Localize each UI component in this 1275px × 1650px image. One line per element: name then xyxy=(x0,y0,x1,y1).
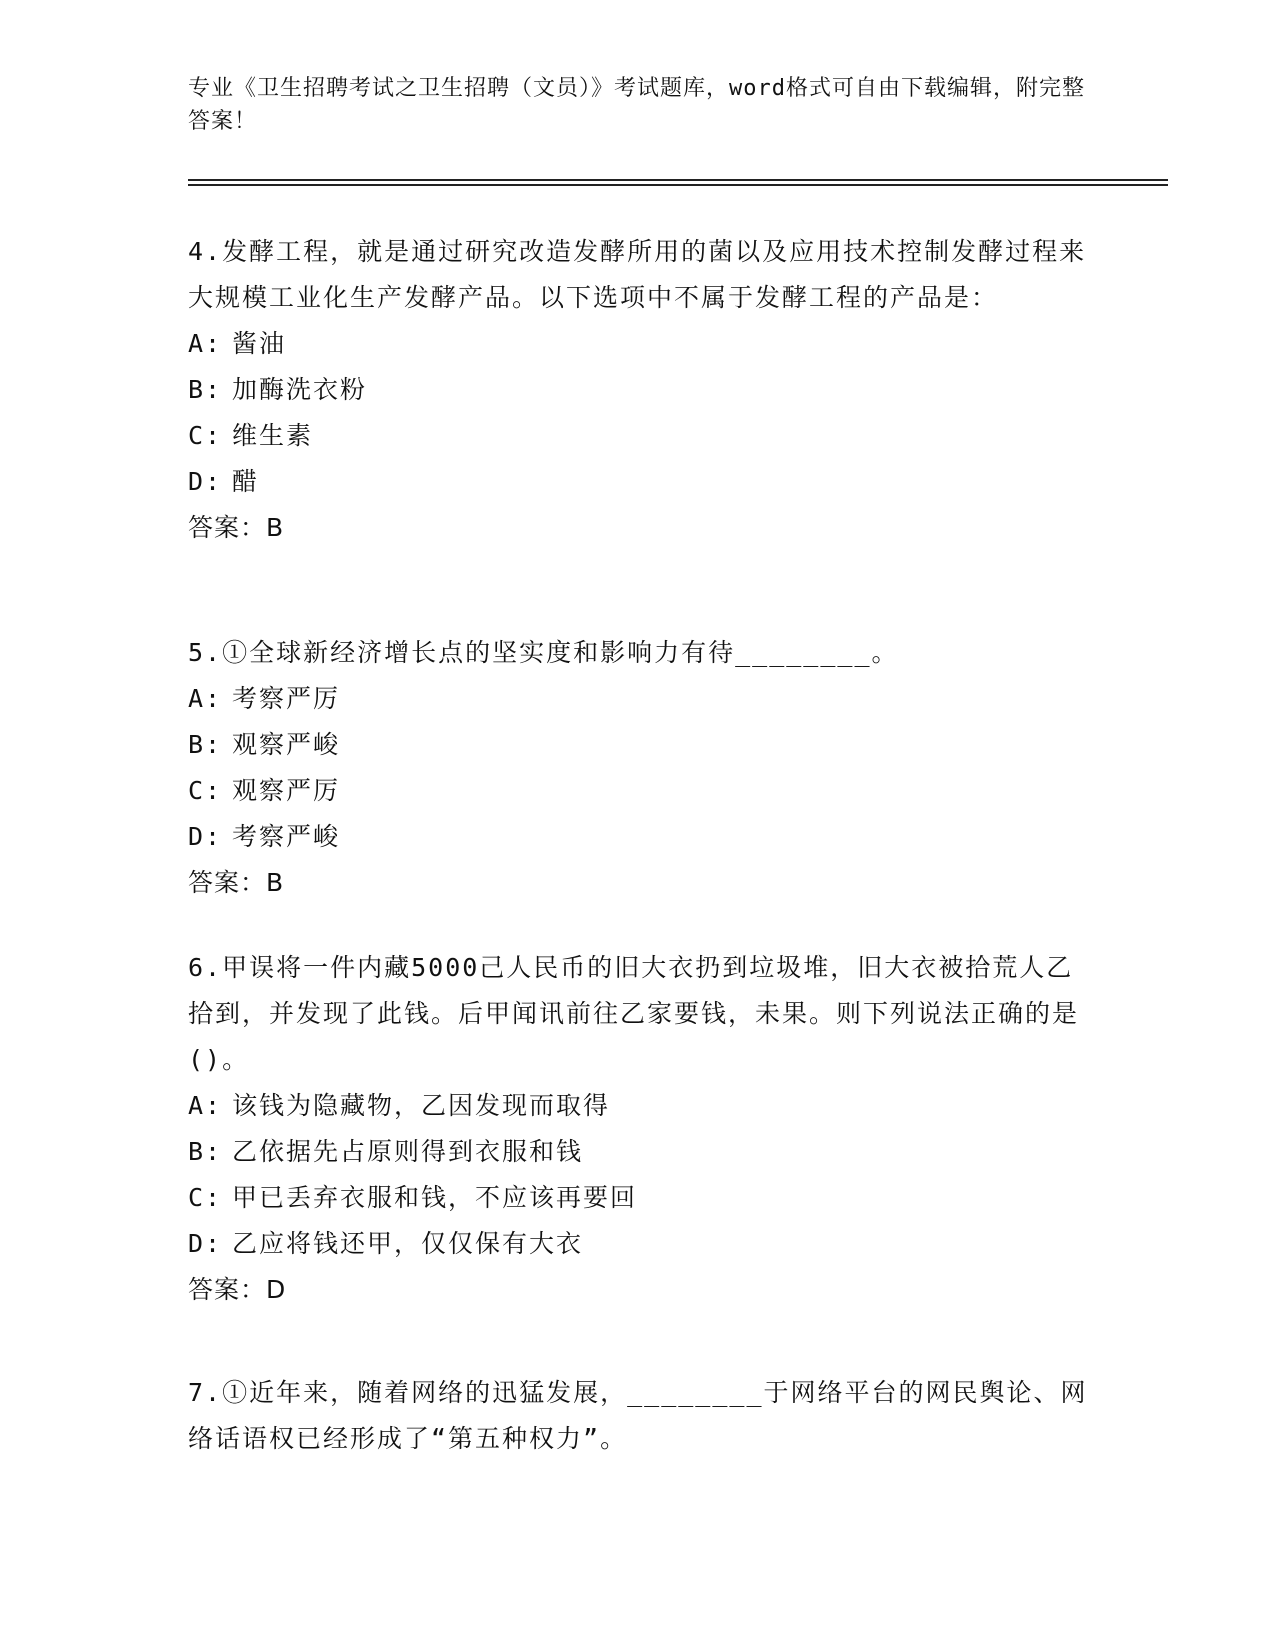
option-text: 考察严厉 xyxy=(232,684,341,713)
option-text: 加酶洗衣粉 xyxy=(232,375,368,404)
option-letter: B: xyxy=(188,375,223,404)
option-a xyxy=(188,1083,1088,1129)
answer-line: 答案：B xyxy=(188,868,285,897)
option-c xyxy=(188,768,1088,814)
answer-line: 答案：D xyxy=(188,1275,287,1304)
header-divider-top xyxy=(188,179,1168,181)
option-d xyxy=(188,1221,1088,1267)
option-text: 维生素 xyxy=(232,421,314,450)
question-stem: 7.①近年来，随着网络的迅猛发展，________于网络平台的网民舆论、网络话语权已经形成了“第五种权力”。 xyxy=(188,1378,1088,1453)
option-letter: A: xyxy=(188,1091,223,1120)
option-letter: D: xyxy=(188,467,223,496)
question-4 xyxy=(188,229,1088,551)
option-text: 观察严厉 xyxy=(232,776,341,805)
question-stem: 6.甲误将一件内藏5000己人民币的旧大衣扔到垃圾堆，旧大衣被拾荒人乙拾到，并发现了此钱。后甲闻讯前往乙家要钱，未果。则下列说法正确的是()。 xyxy=(188,953,1080,1074)
option-text: 乙依据先占原则得到衣服和钱 xyxy=(232,1137,584,1166)
answer-line: 答案：B xyxy=(188,513,285,542)
header-text: 专业《卫生招聘考试之卫生招聘（文员）》考试题库，word格式可自由下载编辑，附完整答案！ xyxy=(188,76,1085,134)
question-stem: 4.发酵工程，就是通过研究改造发酵所用的菌以及应用技术控制发酵过程来大规模工业化生产发酵产品。以下选项中不属于发酵工程的产品是： xyxy=(188,237,1087,312)
option-c xyxy=(188,1175,1088,1221)
option-letter: D: xyxy=(188,1229,223,1258)
option-letter: C: xyxy=(188,776,223,805)
option-text: 考察严峻 xyxy=(232,822,341,851)
option-letter: A: xyxy=(188,684,223,713)
option-letter: A: xyxy=(188,329,223,358)
question-5 xyxy=(188,630,1088,906)
option-letter: B: xyxy=(188,1137,223,1166)
option-a xyxy=(188,321,1088,367)
option-letter: C: xyxy=(188,421,223,450)
option-letter: D: xyxy=(188,822,223,851)
option-letter: B: xyxy=(188,730,223,759)
option-b xyxy=(188,1129,1088,1175)
option-text: 酱油 xyxy=(232,329,287,358)
option-text: 乙应将钱还甲，仅仅保有大衣 xyxy=(232,1229,584,1258)
option-text: 甲已丢弃衣服和钱，不应该再要回 xyxy=(232,1183,638,1212)
option-d xyxy=(188,814,1088,860)
question-7 xyxy=(188,1370,1088,1462)
option-d xyxy=(188,459,1088,505)
header-divider-bottom xyxy=(188,184,1168,186)
option-c xyxy=(188,413,1088,459)
option-text: 该钱为隐藏物，乙因发现而取得 xyxy=(232,1091,611,1120)
document-header xyxy=(188,72,1088,138)
option-letter: C: xyxy=(188,1183,223,1212)
question-6 xyxy=(188,945,1088,1313)
option-a xyxy=(188,676,1088,722)
question-stem: 5.①全球新经济增长点的坚实度和影响力有待________。 xyxy=(188,638,899,667)
option-text: 观察严峻 xyxy=(232,730,341,759)
option-b xyxy=(188,722,1088,768)
option-text: 醋 xyxy=(232,467,260,496)
option-b xyxy=(188,367,1088,413)
